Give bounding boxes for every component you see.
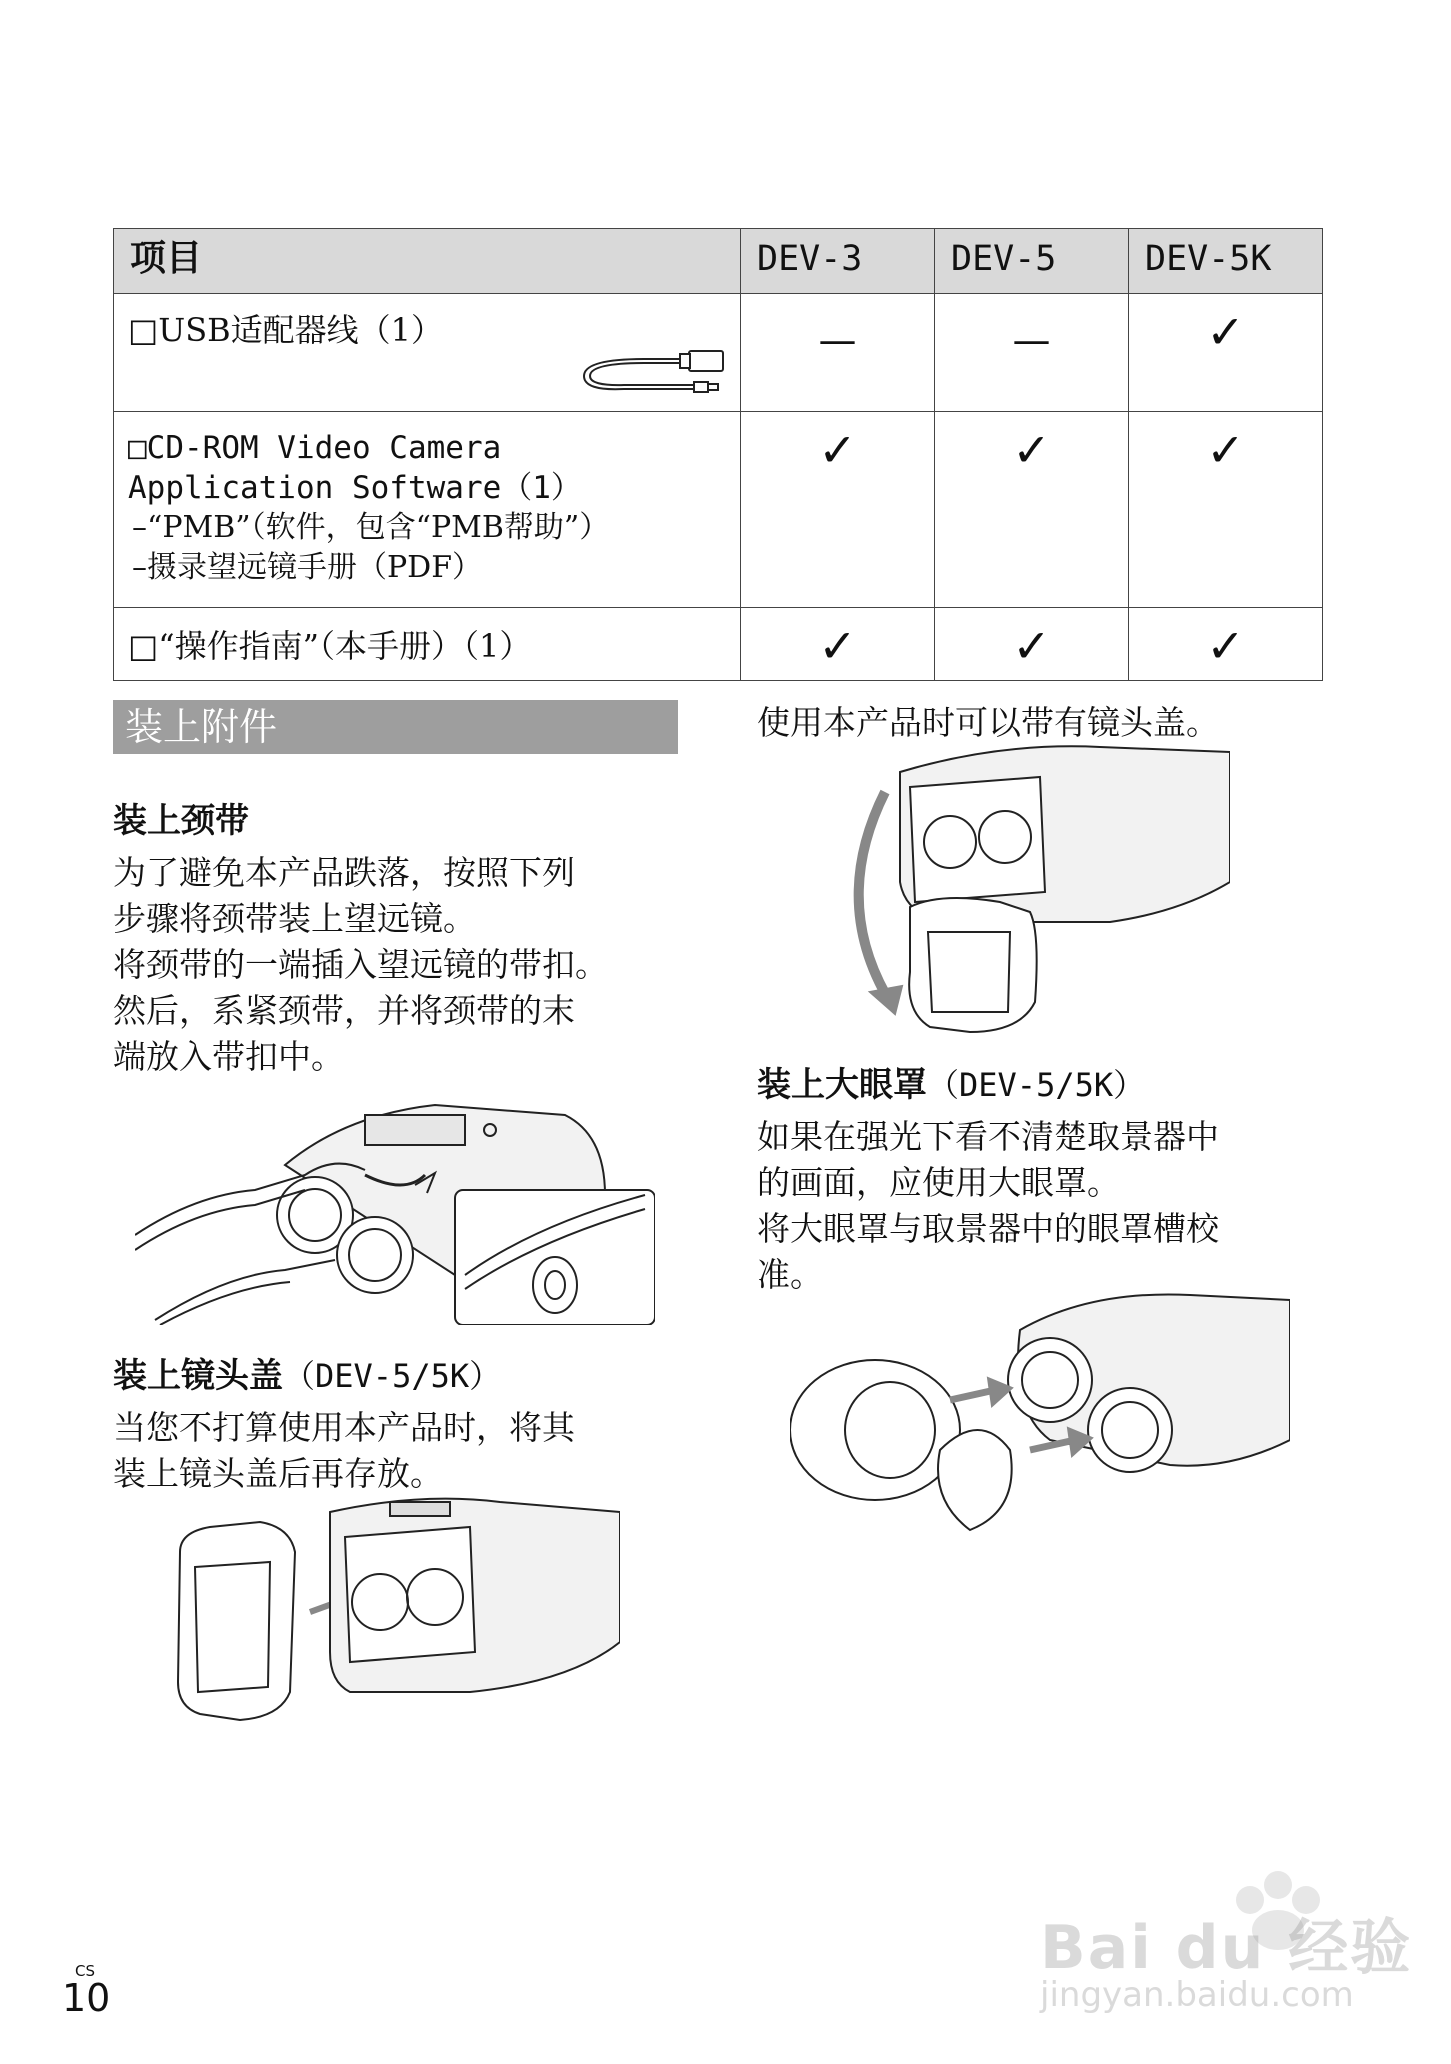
mark-cell: — (935, 294, 1129, 412)
check-mark: ✓ (935, 608, 1129, 681)
heading-eyecup-models: （DEV-5/5K） (927, 1066, 1146, 1104)
neck-strap-instructions: 为了避免本产品跌落，按照下列 步骤将颈带装上望远镜。 将颈带的一端插入望远镜的带扣。 然后，系紧颈带，并将颈带的末 端放入带扣中。 (113, 853, 608, 1076)
heading-eyecup-label: 装上大眼罩 (757, 1065, 927, 1105)
check-mark: ✓ (1129, 608, 1323, 681)
mark-cell: — (741, 294, 935, 412)
eyecup-instructions: 如果在强光下看不清楚取景器中 的画面，应使用大眼罩。 将大眼罩与取景器中的眼罩槽校 准。 (757, 1117, 1219, 1294)
table-row (114, 412, 1323, 608)
item-label: □USB适配器线（1） (128, 311, 444, 349)
item-label: Application Software（1） (128, 470, 582, 506)
lens-cap-instructions: 当您不打算使用本产品时，将其 装上镜头盖后再存放。 (113, 1408, 575, 1493)
check-mark: ✓ (1129, 412, 1323, 608)
heading-neck-strap: 装上颈带 (113, 801, 249, 841)
table-row (114, 608, 1323, 681)
check-mark: ✓ (741, 412, 935, 608)
heading-lens-cap-models: （DEV-5/5K） (283, 1357, 502, 1395)
table-header-row (114, 229, 1323, 294)
item-operating-guide (114, 608, 741, 681)
page-number: 10 (62, 1976, 111, 2020)
section-title-attach-accessories: 装上附件 (113, 700, 678, 754)
lens-cap-attach-illustration (170, 1492, 620, 1732)
lens-cap-flip-illustration (850, 742, 1230, 1042)
header-dev-3: DEV-3 (741, 229, 935, 294)
eyecup-attach-illustration (790, 1290, 1290, 1540)
heading-lens-cap-label: 装上镜头盖 (113, 1356, 283, 1396)
watermark-url: jingyan.baidu.com (1040, 1975, 1354, 2015)
header-item: 项目 (114, 229, 741, 294)
item-label: □“操作指南”（本手册）（1） (128, 627, 532, 665)
header-dev-5k: DEV-5K (1129, 229, 1323, 294)
watermark-brand: Bai du 经验 (1040, 1913, 1413, 1983)
heading-eyecup (757, 1064, 1145, 1106)
check-mark: ✓ (741, 608, 935, 681)
language-code: CS (75, 1962, 95, 1980)
check-mark: ✓ (1129, 294, 1323, 412)
supplied-items-table (113, 228, 1323, 681)
item-sub-label: –“PMB”（软件，包含“PMB帮助”） (132, 510, 610, 545)
item-sub-label: –摄录望远镜手册（PDF） (132, 550, 483, 585)
check-mark: ✓ (935, 412, 1129, 608)
lens-cap-usage-note: 使用本产品时可以带有镜头盖。 (757, 703, 1219, 742)
item-cd-rom (114, 412, 741, 608)
item-label: □CD-ROM Video Camera (128, 430, 502, 466)
neck-strap-illustration (135, 1075, 655, 1325)
header-dev-5: DEV-5 (935, 229, 1129, 294)
usb-cable-illustration (574, 341, 726, 401)
heading-lens-cap (113, 1355, 501, 1397)
